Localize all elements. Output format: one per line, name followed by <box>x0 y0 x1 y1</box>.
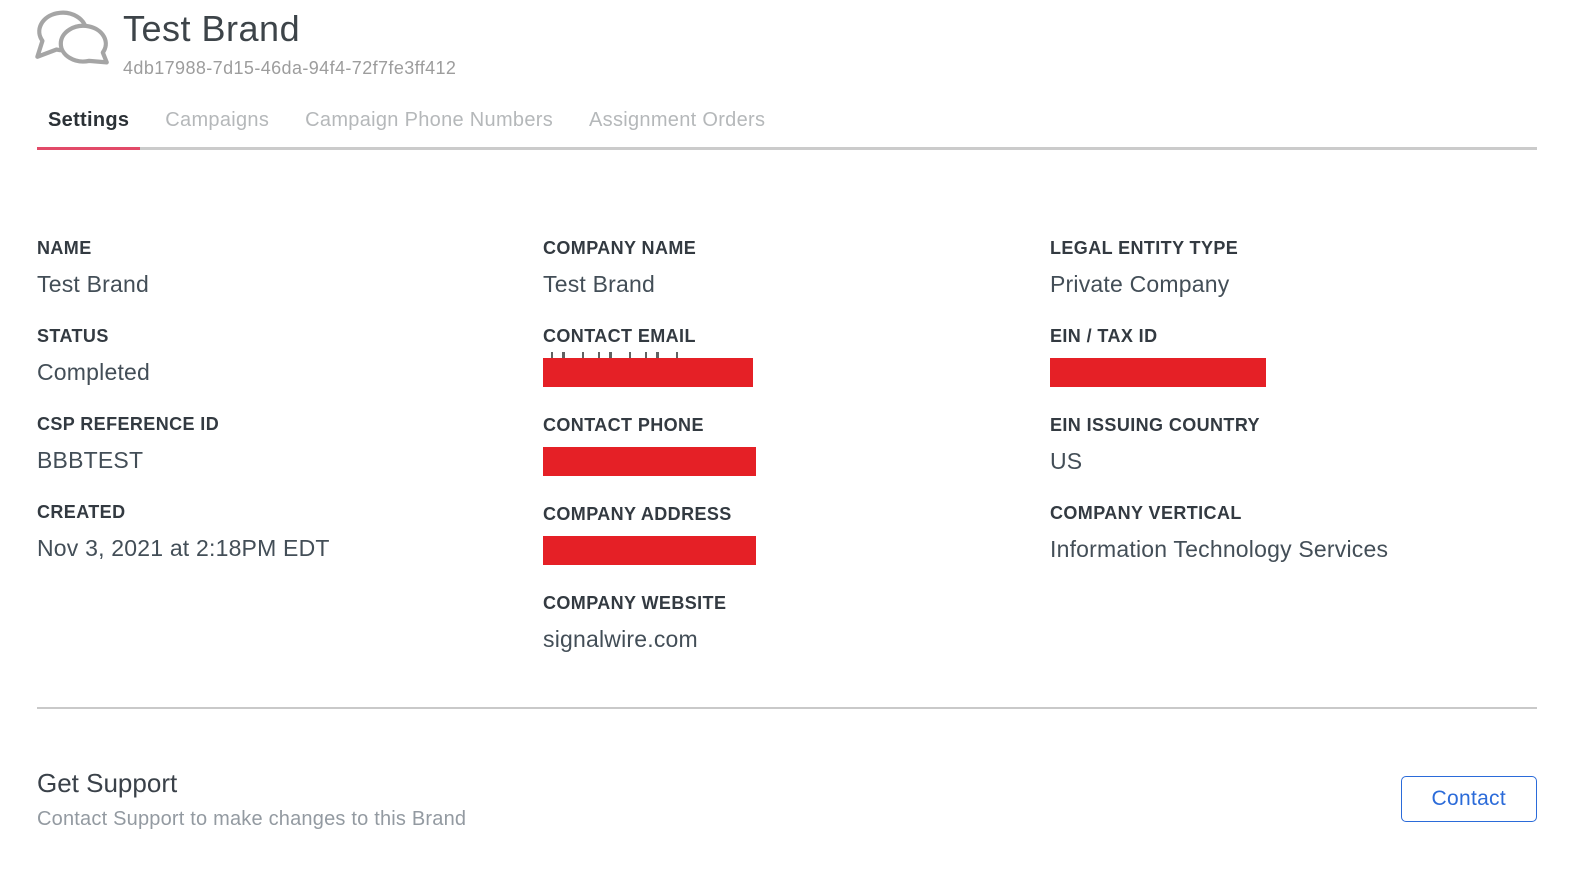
redacted-text-peek <box>551 352 691 358</box>
details-column-1 <box>37 237 543 680</box>
field-label: EIN / TAX ID <box>1050 326 1158 346</box>
tab-bar <box>37 107 1537 150</box>
field-ein-tax-id <box>1050 325 1537 387</box>
field-value: Nov 3, 2021 at 2:18PM EDT <box>37 535 330 561</box>
support-description: Contact Support to make changes to this Brand <box>37 808 467 830</box>
status-value: Completed <box>37 359 151 385</box>
tab-campaign-phone-numbers[interactable]: Campaign Phone Numbers <box>305 109 554 131</box>
brand-header <box>37 0 1537 79</box>
field-label: NAME <box>37 238 92 258</box>
redaction-bar <box>543 358 753 387</box>
field-created <box>37 501 543 562</box>
field-company-name <box>543 237 1050 298</box>
field-label: COMPANY NAME <box>543 238 697 258</box>
field-value: signalwire.com <box>543 626 698 652</box>
field-label: STATUS <box>37 326 109 346</box>
support-text <box>37 767 466 831</box>
field-contact-phone <box>543 414 1050 476</box>
field-label: EIN ISSUING COUNTRY <box>1050 415 1260 435</box>
field-label: CONTACT EMAIL <box>543 326 696 346</box>
field-label: CONTACT PHONE <box>543 415 704 435</box>
field-ein-issuing-country <box>1050 414 1537 475</box>
redaction-bar <box>543 536 756 565</box>
details-column-2 <box>543 237 1050 680</box>
field-name <box>37 237 543 298</box>
field-value: Test Brand <box>37 271 149 297</box>
chat-bubbles-icon <box>33 8 113 68</box>
field-status <box>37 325 543 386</box>
brand-heading <box>123 8 456 79</box>
field-label: CREATED <box>37 502 126 522</box>
support-title: Get Support <box>37 768 178 798</box>
contact-button[interactable]: Contact <box>1401 776 1537 822</box>
redaction-bar <box>543 447 756 476</box>
field-label: COMPANY WEBSITE <box>543 593 727 613</box>
field-legal-entity-type <box>1050 237 1537 298</box>
field-label: COMPANY ADDRESS <box>543 504 732 524</box>
page-title: Test Brand <box>123 8 301 49</box>
field-value: Test Brand <box>543 271 655 297</box>
field-value: Information Technology Services <box>1050 536 1389 562</box>
field-label: COMPANY VERTICAL <box>1050 503 1242 523</box>
field-value: BBBTEST <box>37 447 144 473</box>
details-column-3 <box>1050 237 1537 680</box>
field-company-vertical <box>1050 502 1537 563</box>
tab-campaigns[interactable]: Campaigns <box>165 109 270 131</box>
brand-details <box>37 237 1537 680</box>
tab-settings[interactable]: Settings <box>37 107 140 147</box>
field-csp-reference-id <box>37 413 543 474</box>
field-value: US <box>1050 448 1083 474</box>
redaction-bar <box>1050 358 1266 387</box>
field-contact-email <box>543 325 1050 387</box>
field-label: LEGAL ENTITY TYPE <box>1050 238 1239 258</box>
get-support-section <box>37 709 1537 831</box>
brand-uuid: 4db17988-7d15-46da-94f4-72f7fe3ff412 <box>123 58 457 78</box>
field-label: CSP REFERENCE ID <box>37 414 220 434</box>
field-company-address <box>543 503 1050 565</box>
field-company-website <box>543 592 1050 653</box>
tab-assignment-orders[interactable]: Assignment Orders <box>589 109 766 131</box>
field-value: Private Company <box>1050 271 1230 297</box>
